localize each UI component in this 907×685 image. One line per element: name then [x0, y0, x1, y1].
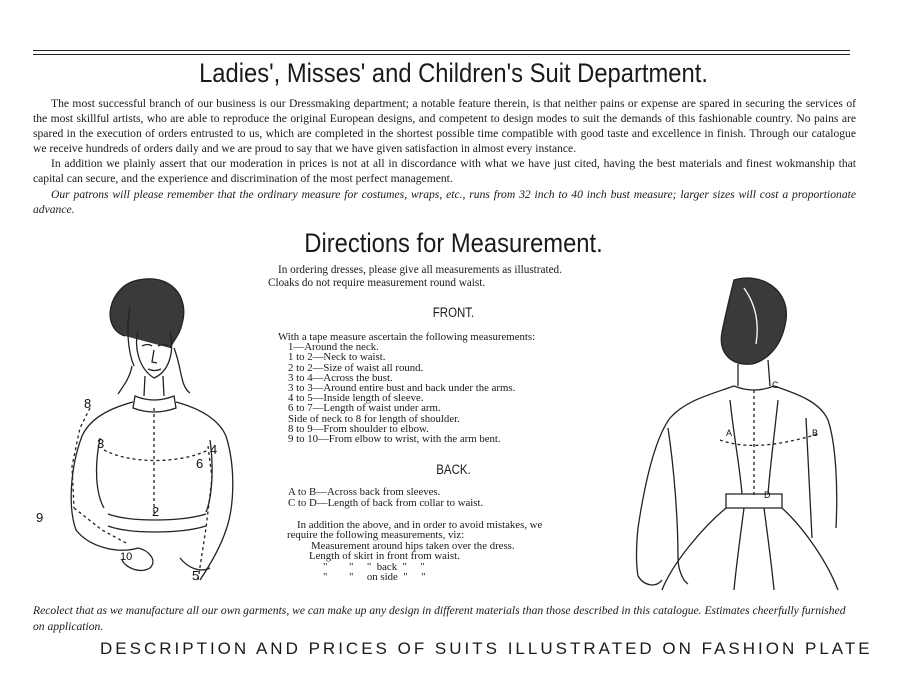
front-label-10: 10 — [120, 551, 133, 563]
page-title: Ladies', Misses' and Children's Suit Department. — [199, 58, 708, 88]
back-heading: BACK. — [436, 462, 471, 477]
additional-line: require the following measurements, viz: — [287, 529, 465, 542]
top-rule-1 — [33, 50, 850, 51]
front-label-3: 3 — [97, 436, 105, 451]
front-item: 4 to 5—Inside length of sleeve. — [288, 392, 424, 405]
front-item: 3 to 4—Across the bust. — [288, 371, 393, 384]
front-heading: FRONT. — [432, 305, 475, 320]
front-label-2: 2 — [152, 504, 160, 519]
front-label-6: 6 — [196, 456, 204, 471]
back-item: C to D—Length of back from collar to waist. — [288, 497, 484, 509]
intro-paragraph-2: In addition we plainly assert that our moderation in prices is not at all in discordance with what we have just cited, having the best materials and finest wokmanship that capital can secure, and the experience and discrimination of the most perfect management. — [33, 157, 856, 186]
front-item: 2 to 2—Size of waist all round. — [288, 361, 424, 374]
intro-paragraph-1: The most successful branch of our business is our Dressmaking department; a notable feature therein, is that neither pains or expense are spared in securing the services of the most skillful artists, who are able to reproduce the original European designs, and competent to design modes to suit the demands of this fashionable country. No pains are spared in the execution of orders entrusted to us, which are completed in the shortest possible time compatible with good taste and excellence in finish. Through our catalogue we receive hundreds of orders daily and we are proud to say that we have given satisfaction in almost every instance. — [33, 97, 856, 156]
front-label-8: 8 — [84, 396, 92, 411]
back-label-A: A — [726, 428, 733, 438]
front-label-4: 4 — [210, 442, 218, 457]
cut-off-heading-text: DESCRIPTION AND PRICES OF SUITS ILLUSTRATED ON FASHION PLATE — [100, 639, 873, 658]
directions-title: Directions for Measurement. — [304, 228, 603, 258]
back-figure-illustration — [622, 268, 850, 596]
additional-line: " " " back " " — [323, 560, 425, 573]
front-label-9: 9 — [36, 510, 44, 525]
front-lead: With a tape measure ascertain the following measurements: — [278, 331, 536, 343]
front-item: 9 to 10—From elbow to wrist, with the arm bent. — [288, 433, 501, 446]
cut-off-heading — [100, 633, 873, 658]
front-item: 6 to 7—Length of waist under arm. — [288, 402, 441, 415]
front-label-5: 5 — [192, 568, 200, 583]
front-item: Side of neck to 8 for length of shoulder. — [288, 412, 460, 425]
back-label-C: C — [772, 380, 779, 390]
additional-line: Length of skirt in front from waist. — [309, 550, 460, 563]
back-label-B: B — [812, 428, 819, 438]
front-item: 3 to 3—Around entire bust and back under the arms. — [288, 382, 516, 395]
front-list — [278, 332, 535, 444]
additional-line: In addition the above, and in order to avoid mistakes, we — [297, 519, 543, 531]
front-item: 1 to 2—Neck to waist. — [288, 351, 386, 364]
directions-intro — [268, 264, 562, 289]
patrons-note: Our patrons will please remember that the ordinary measure for costumes, wraps, etc., runs from 32 inch to 40 inch bust measure; larger sizes will cost a proportionate advance. — [33, 187, 856, 216]
directions-intro-line-2: Cloaks do not require measurement round waist. — [268, 276, 486, 289]
back-label-D: D — [764, 490, 771, 500]
front-item: 8 to 9—From shoulder to elbow. — [288, 422, 429, 435]
intro-text — [33, 96, 856, 217]
directions-intro-line-1: In ordering dresses, please give all measurements as illustrated. — [278, 264, 562, 276]
back-list — [288, 487, 483, 509]
additional-line: Measurement around hips taken over the dress. — [311, 539, 515, 552]
footer-note: Recolect that as we manufacture all our own garments, we can make up any design in different materials than those described in this catalogue. Estimates cheerfully furnished on application. — [33, 604, 846, 633]
front-item: 1—Around the neck. — [288, 341, 379, 354]
front-figure-illustration — [30, 268, 260, 588]
additional-line: " " on side " " — [323, 571, 426, 584]
top-rule-2 — [33, 54, 850, 55]
back-item: A to B—Across back from sleeves. — [288, 486, 441, 498]
additional-list — [287, 520, 542, 582]
